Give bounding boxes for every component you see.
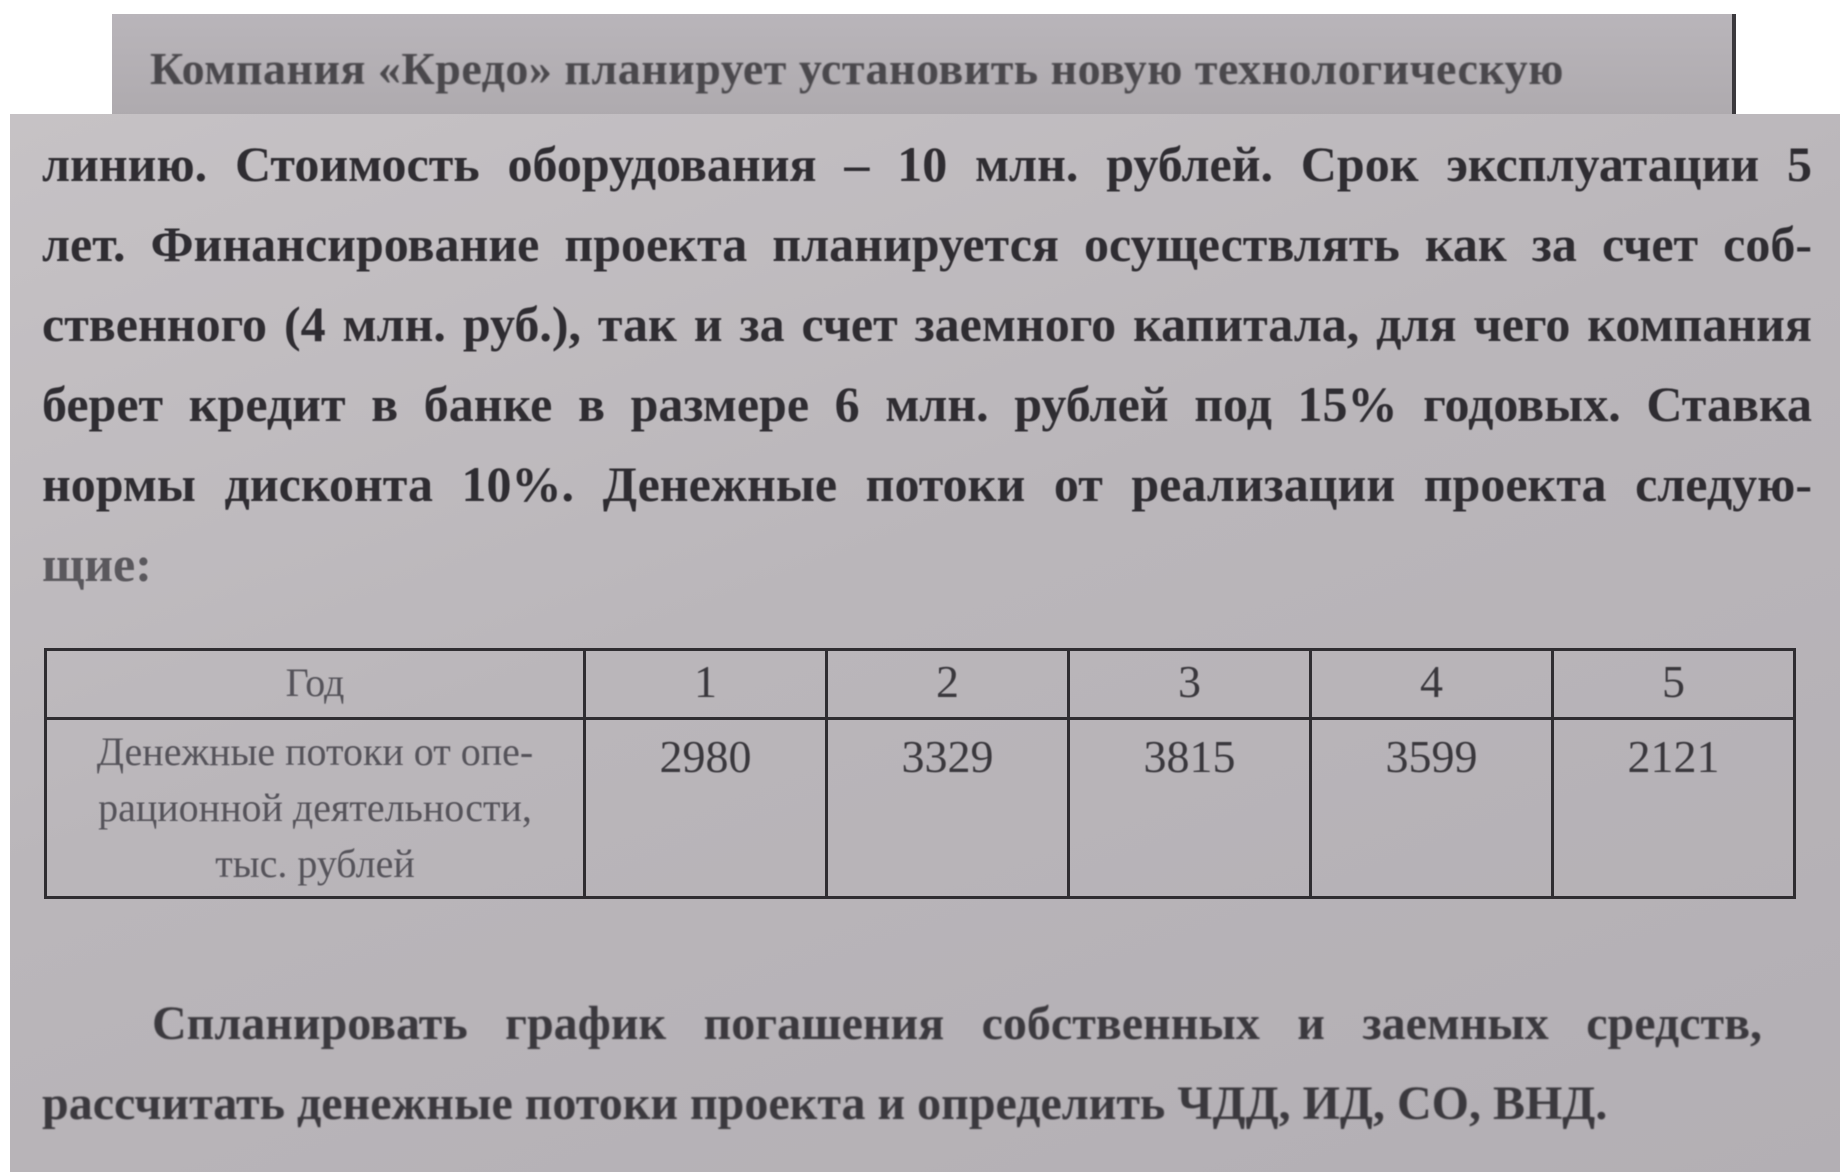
- table-row: [46, 719, 1795, 898]
- cash-flow-year-1: 2980: [585, 719, 827, 898]
- paragraph-line-3: ственного (4 млн. руб.), так и за счет заемного капитала, для чего компания: [42, 296, 1812, 352]
- row-label-line-1: Денежные потоки от опе-: [96, 729, 534, 774]
- row-label-line-3: тыс. рублей: [215, 841, 415, 886]
- header-year-2: 2: [827, 650, 1069, 719]
- task-paragraph: [42, 984, 1762, 1144]
- paragraph-line-4: берет кредит в банке в размере 6 млн. рублей под 15% годовых. Ставка: [42, 376, 1812, 432]
- row-label-cash-flows: [46, 719, 585, 898]
- cash-flow-year-4: 3599: [1311, 719, 1553, 898]
- header-strip: [112, 14, 1736, 118]
- table-header-row: [46, 650, 1795, 719]
- header-year-5: 5: [1553, 650, 1795, 719]
- task-line-1: Спланировать график погашения собственных и заемных средств,: [152, 997, 1762, 1050]
- task-line-2: рассчитать денежные потоки проекта и определить ЧДД, ИД, СО, ВНД.: [42, 1077, 1608, 1130]
- cash-flow-table: [44, 648, 1796, 899]
- row-label-line-2: рационной деятельности,: [98, 785, 532, 830]
- header-year-3: 3: [1069, 650, 1311, 719]
- header-year-label: Год: [46, 650, 585, 719]
- cash-flow-year-3: 3815: [1069, 719, 1311, 898]
- cash-flow-year-2: 3329: [827, 719, 1069, 898]
- paragraph-line-2: лет. Финансирование проекта планируется осуществлять как за счет соб-: [42, 216, 1812, 272]
- header-strip-text: Компания «Кредо» планирует установить новую технологическую: [150, 43, 1564, 94]
- paragraph-line-6: щие:: [42, 536, 152, 592]
- cash-flow-year-5: 2121: [1553, 719, 1795, 898]
- paragraph-line-1: линию. Стоимость оборудования – 10 млн. рублей. Срок эксплуатации 5: [42, 136, 1812, 192]
- document-page: [10, 114, 1840, 1172]
- paragraph-line-5: нормы дисконта 10%. Денежные потоки от реализации проекта следую-: [42, 456, 1812, 512]
- problem-paragraph: [42, 124, 1812, 604]
- header-year-4: 4: [1311, 650, 1553, 719]
- header-year-1: 1: [585, 650, 827, 719]
